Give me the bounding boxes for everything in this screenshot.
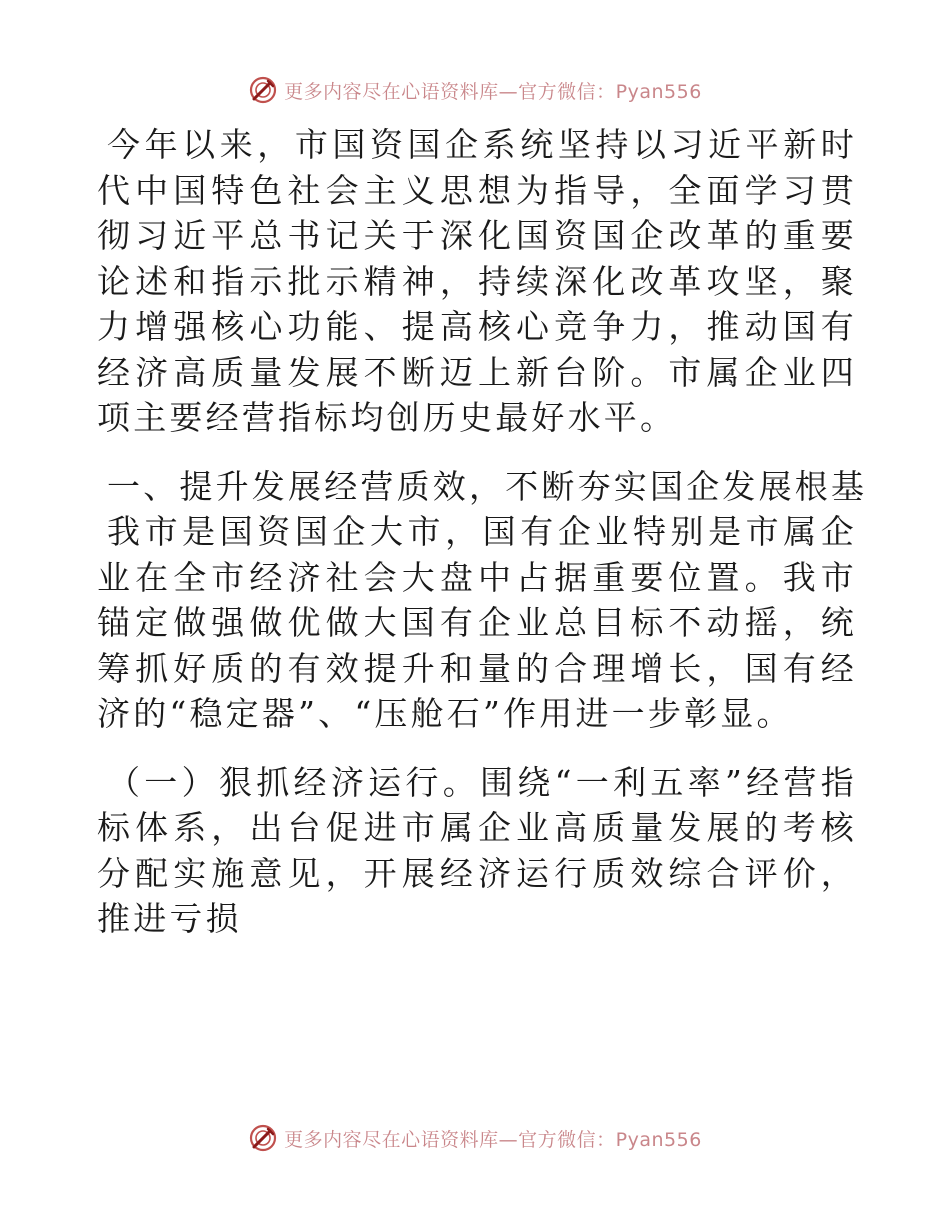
watermark-logo-icon bbox=[248, 1123, 278, 1153]
paragraph-section-1: 我市是国资国企大市，国有企业特别是市属企业在全市经济社会大盘中占据重要位置。我市锚定做强做优做大国有企业总目标不动摇，统筹抓好质的有效提升和量的合理增长，国有经济的“稳定器”、“压舱石”作用进一步彰显。 bbox=[97, 512, 857, 733]
header-watermark bbox=[0, 70, 950, 110]
watermark-text: 更多内容尽在心语资料库—官方微信：Pyan556 bbox=[284, 1128, 702, 1151]
paragraph-intro: 今年以来，市国资国企系统坚持以习近平新时代中国特色社会主义思想为指导，全面学习贯彻习近平总书记关于深化国资国企改革的重要论述和指示批示精神，持续深化改革攻坚，聚力增强核心功能、提高核心竞争力，推动国有经济高质量发展不断迈上新台阶。市属企业四项主要经营指标均创历史最好水平。 bbox=[97, 125, 857, 437]
watermark-text: 更多内容尽在心语资料库—官方微信：Pyan556 bbox=[284, 80, 702, 103]
paragraph-subsection-1: （一）狠抓经济运行。围绕“一利五率”经营指标体系，出台促进市属企业高质量发展的考核分配实施意见，开展经济运行质效综合评价，推进亏损 bbox=[97, 762, 857, 938]
section-heading-1: 一、提升发展经营质效，不断夯实国企发展根基 bbox=[107, 466, 868, 506]
watermark-logo-icon bbox=[248, 75, 278, 105]
document-body bbox=[97, 122, 868, 942]
footer-watermark bbox=[0, 1118, 950, 1158]
